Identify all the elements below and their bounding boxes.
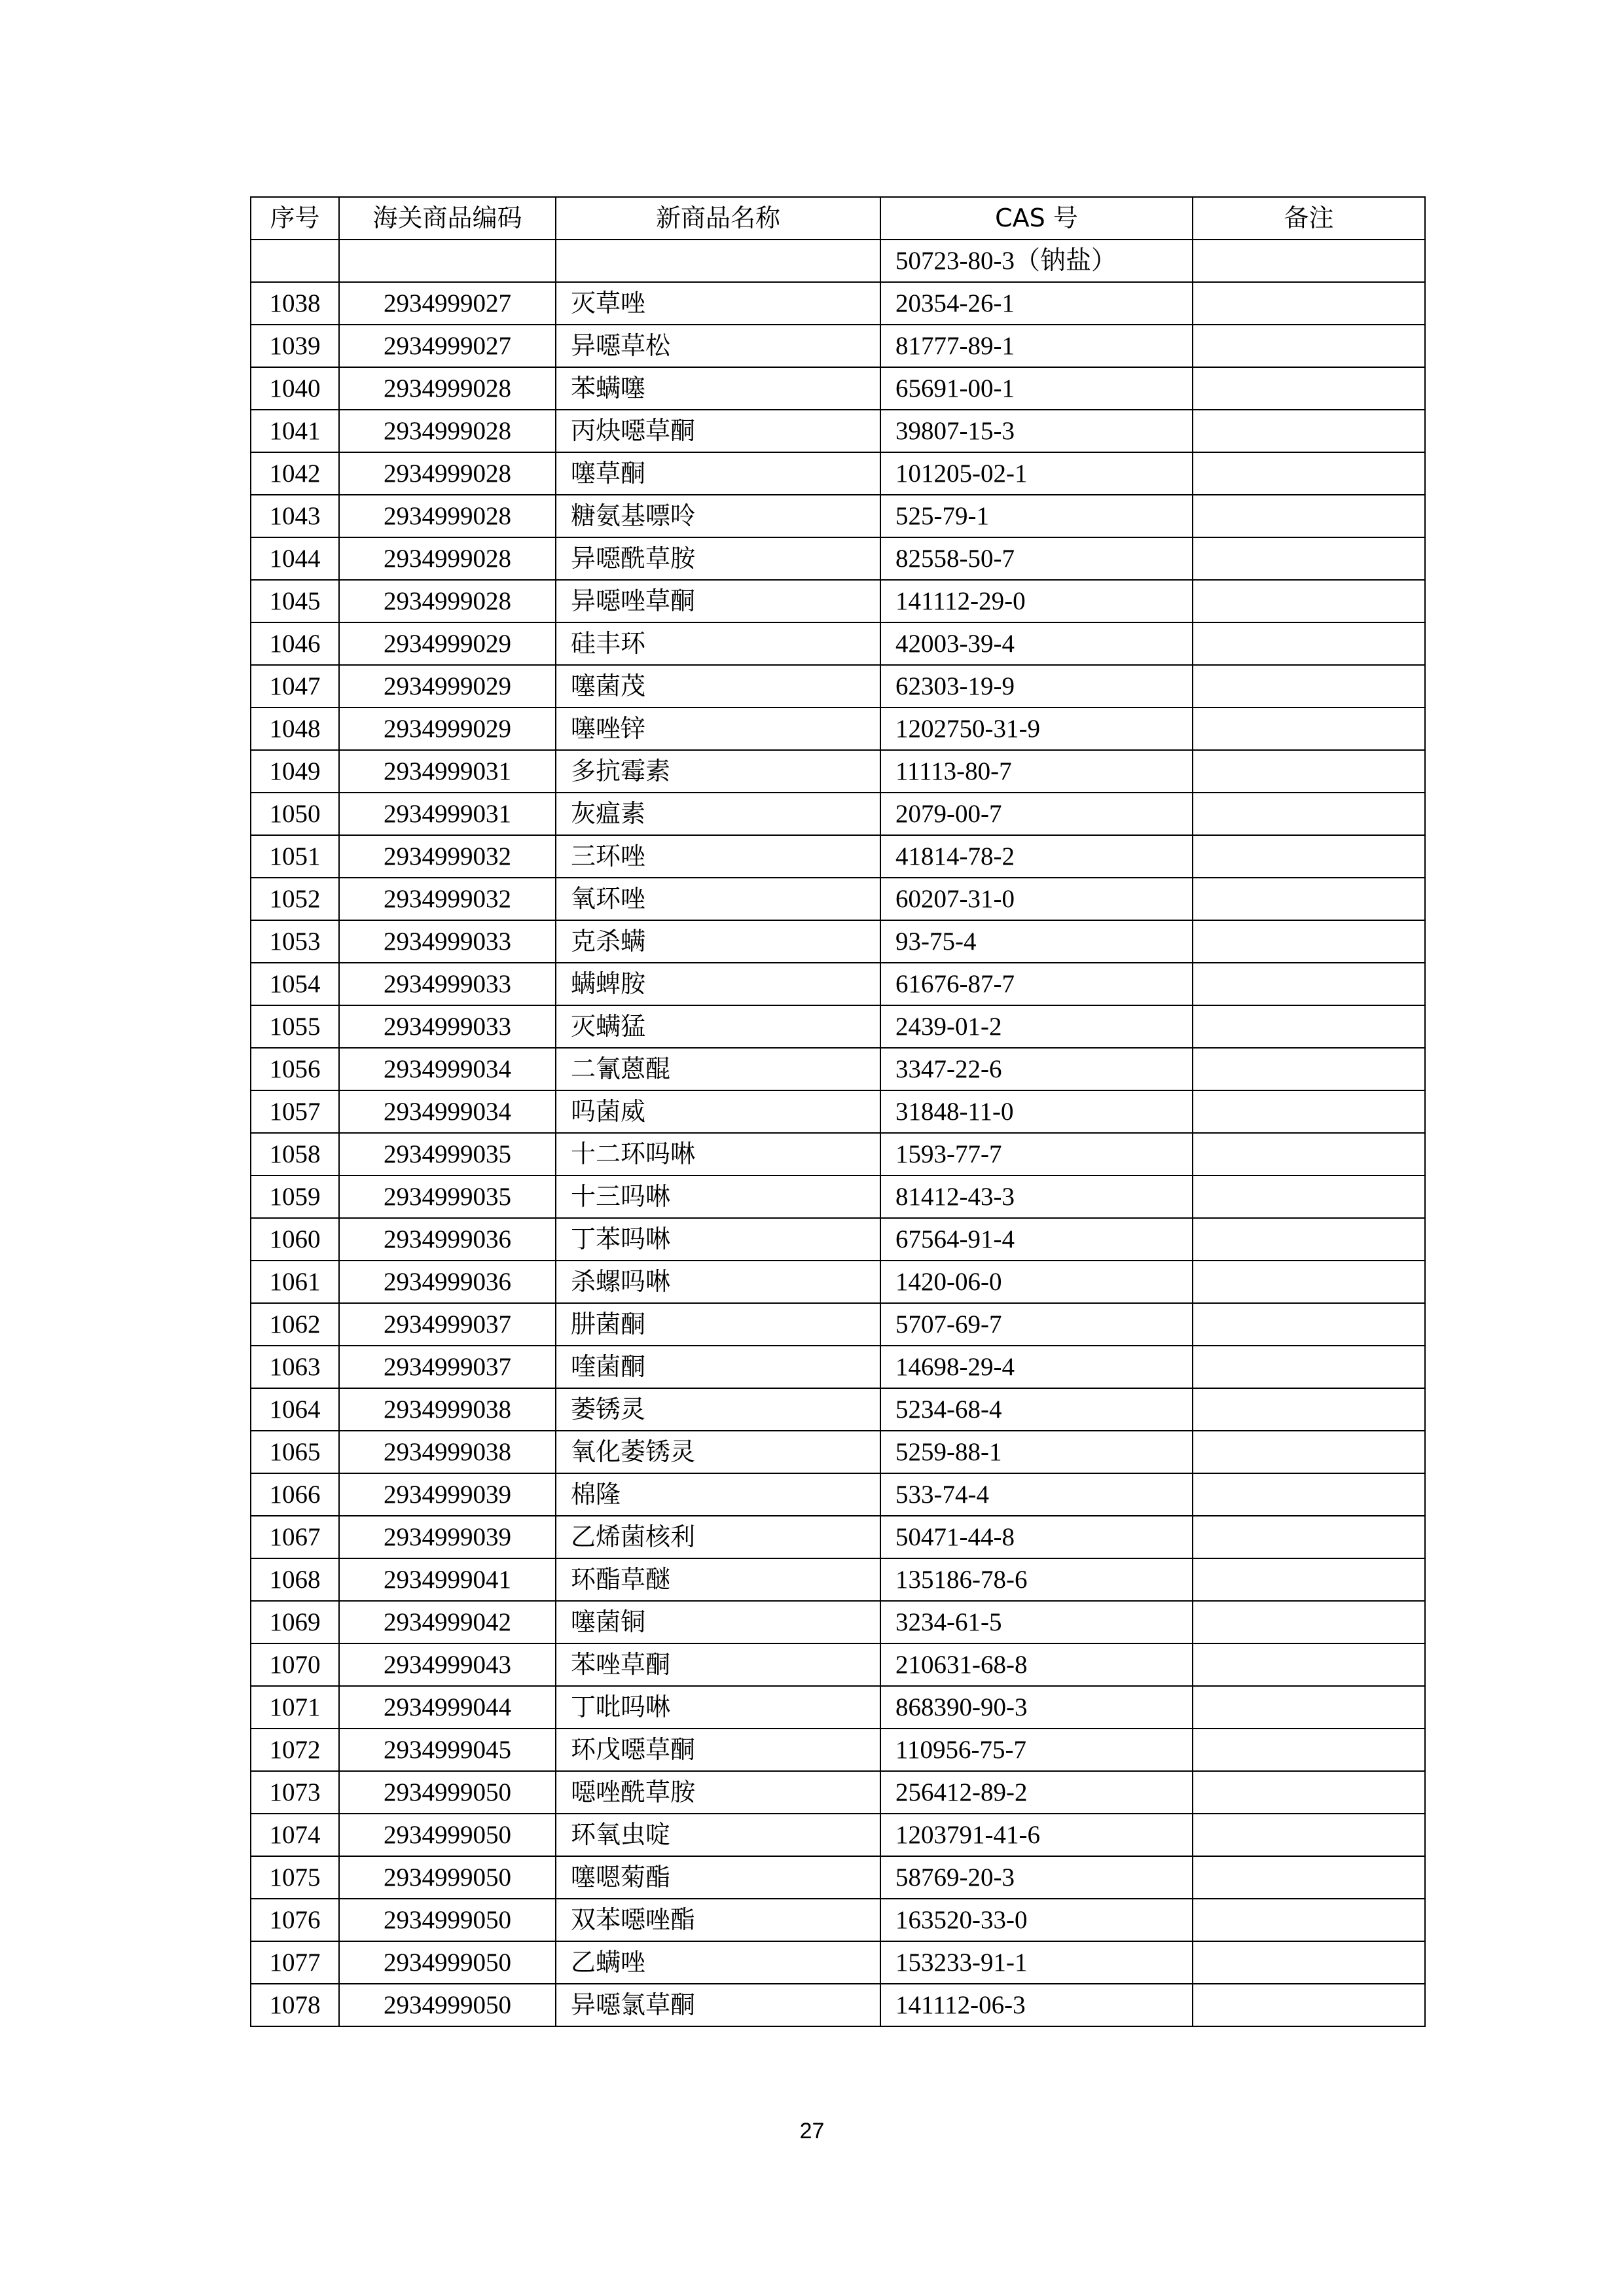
cell-customs-code: 2934999039 [339, 1516, 556, 1558]
cell-serial-number: 1076 [251, 1899, 339, 1941]
cell-product-name: 十二环吗啉 [556, 1133, 880, 1175]
header-cas-number: CAS 号 [880, 197, 1193, 240]
cell-serial-number: 1043 [251, 495, 339, 537]
cell-product-name: 吗菌威 [556, 1090, 880, 1133]
cell-customs-code: 2934999050 [339, 1899, 556, 1941]
table-row [251, 1303, 1425, 1346]
cell-serial-number: 1071 [251, 1686, 339, 1729]
cell-serial-number: 1044 [251, 537, 339, 580]
table-row [251, 495, 1425, 537]
cell-customs-code: 2934999043 [339, 1643, 556, 1686]
cell-cas-number: 2439-01-2 [880, 1005, 1193, 1048]
cell-cas-number: 135186-78-6 [880, 1558, 1193, 1601]
cell-remarks [1193, 240, 1425, 282]
cell-serial-number: 1067 [251, 1516, 339, 1558]
cell-remarks [1193, 1601, 1425, 1643]
cell-serial-number: 1063 [251, 1346, 339, 1388]
cell-product-name: 异噁草松 [556, 325, 880, 367]
cell-remarks [1193, 1771, 1425, 1814]
cell-product-name: 苯唑草酮 [556, 1643, 880, 1686]
table-row [251, 537, 1425, 580]
table-row [251, 1473, 1425, 1516]
cell-customs-code: 2934999050 [339, 1941, 556, 1984]
cell-product-name: 氧环唑 [556, 878, 880, 920]
table-body [251, 240, 1425, 2026]
cell-customs-code: 2934999036 [339, 1218, 556, 1261]
cell-serial-number: 1042 [251, 452, 339, 495]
cell-remarks [1193, 1814, 1425, 1856]
cell-customs-code: 2934999038 [339, 1431, 556, 1473]
cell-remarks [1193, 1133, 1425, 1175]
cell-cas-number: 533-74-4 [880, 1473, 1193, 1516]
cell-cas-number: 93-75-4 [880, 920, 1193, 963]
table-row [251, 920, 1425, 963]
cell-remarks [1193, 1048, 1425, 1090]
cell-remarks [1193, 1261, 1425, 1303]
cell-remarks [1193, 1431, 1425, 1473]
cell-remarks [1193, 920, 1425, 963]
cell-remarks [1193, 1899, 1425, 1941]
cell-cas-number: 141112-06-3 [880, 1984, 1193, 2026]
cell-customs-code: 2934999028 [339, 580, 556, 622]
cell-product-name: 异噁唑草酮 [556, 580, 880, 622]
cell-customs-code: 2934999035 [339, 1175, 556, 1218]
cell-remarks [1193, 1005, 1425, 1048]
cell-serial-number: 1054 [251, 963, 339, 1005]
cell-customs-code: 2934999033 [339, 920, 556, 963]
cell-remarks [1193, 963, 1425, 1005]
header-serial-number: 序号 [251, 197, 339, 240]
cell-serial-number: 1073 [251, 1771, 339, 1814]
cell-customs-code: 2934999038 [339, 1388, 556, 1431]
cell-cas-number: 5707-69-7 [880, 1303, 1193, 1346]
cell-remarks [1193, 580, 1425, 622]
cell-cas-number: 81412-43-3 [880, 1175, 1193, 1218]
cell-customs-code: 2934999034 [339, 1090, 556, 1133]
cell-remarks [1193, 793, 1425, 835]
table-row [251, 963, 1425, 1005]
table-row [251, 282, 1425, 325]
cell-serial-number: 1049 [251, 750, 339, 793]
cell-product-name: 二氰蒽醌 [556, 1048, 880, 1090]
cell-customs-code: 2934999034 [339, 1048, 556, 1090]
cell-cas-number: 39807-15-3 [880, 410, 1193, 452]
cell-serial-number: 1069 [251, 1601, 339, 1643]
table-row [251, 1558, 1425, 1601]
header-customs-code: 海关商品编码 [339, 197, 556, 240]
cell-customs-code: 2934999028 [339, 452, 556, 495]
cell-product-name: 棉隆 [556, 1473, 880, 1516]
cell-product-name: 灰瘟素 [556, 793, 880, 835]
cell-serial-number: 1040 [251, 367, 339, 410]
cell-remarks [1193, 1856, 1425, 1899]
cell-cas-number: 525-79-1 [880, 495, 1193, 537]
cell-cas-number: 60207-31-0 [880, 878, 1193, 920]
cell-serial-number: 1048 [251, 708, 339, 750]
page-number: 27 [799, 2119, 825, 2144]
cell-cas-number: 65691-00-1 [880, 367, 1193, 410]
cell-cas-number: 153233-91-1 [880, 1941, 1193, 1984]
cell-cas-number: 1593-77-7 [880, 1133, 1193, 1175]
header-remarks: 备注 [1193, 197, 1425, 240]
cell-cas-number: 82558-50-7 [880, 537, 1193, 580]
cell-serial-number: 1058 [251, 1133, 339, 1175]
cell-remarks [1193, 1473, 1425, 1516]
table-row [251, 1771, 1425, 1814]
cell-product-name: 氧化萎锈灵 [556, 1431, 880, 1473]
cell-product-name: 苯螨噻 [556, 367, 880, 410]
cell-customs-code: 2934999029 [339, 708, 556, 750]
cell-customs-code: 2934999050 [339, 1984, 556, 2026]
cell-remarks [1193, 282, 1425, 325]
cell-customs-code: 2934999028 [339, 537, 556, 580]
cell-customs-code: 2934999031 [339, 750, 556, 793]
cell-product-name: 克杀螨 [556, 920, 880, 963]
cell-product-name: 环酯草醚 [556, 1558, 880, 1601]
cell-product-name: 环氧虫啶 [556, 1814, 880, 1856]
table-header [251, 197, 1425, 240]
cell-cas-number: 256412-89-2 [880, 1771, 1193, 1814]
cell-product-name: 环戊噁草酮 [556, 1729, 880, 1771]
cell-remarks [1193, 325, 1425, 367]
cell-serial-number: 1038 [251, 282, 339, 325]
cell-cas-number: 62303-19-9 [880, 665, 1193, 708]
cell-customs-code: 2934999027 [339, 282, 556, 325]
cell-customs-code: 2934999028 [339, 495, 556, 537]
cell-remarks [1193, 1388, 1425, 1431]
cell-remarks [1193, 708, 1425, 750]
cell-product-name: 噻唑锌 [556, 708, 880, 750]
cell-product-name: 噻草酮 [556, 452, 880, 495]
cell-serial-number: 1041 [251, 410, 339, 452]
cell-customs-code: 2934999039 [339, 1473, 556, 1516]
cell-product-name: 乙烯菌核利 [556, 1516, 880, 1558]
cell-serial-number: 1055 [251, 1005, 339, 1048]
cell-remarks [1193, 410, 1425, 452]
cell-customs-code: 2934999031 [339, 793, 556, 835]
cell-remarks [1193, 1090, 1425, 1133]
table-row [251, 878, 1425, 920]
cell-serial-number: 1056 [251, 1048, 339, 1090]
cell-product-name: 肼菌酮 [556, 1303, 880, 1346]
cell-product-name: 萎锈灵 [556, 1388, 880, 1431]
table-row [251, 325, 1425, 367]
table-row [251, 1175, 1425, 1218]
cell-remarks [1193, 1941, 1425, 1984]
cell-serial-number [251, 240, 339, 282]
cell-serial-number: 1052 [251, 878, 339, 920]
table-row [251, 1941, 1425, 1984]
cell-customs-code [339, 240, 556, 282]
cell-remarks [1193, 622, 1425, 665]
table-row [251, 1601, 1425, 1643]
cell-serial-number: 1078 [251, 1984, 339, 2026]
cell-product-name: 喹菌酮 [556, 1346, 880, 1388]
cell-serial-number: 1060 [251, 1218, 339, 1261]
cell-customs-code: 2934999035 [339, 1133, 556, 1175]
cell-product-name: 十三吗啉 [556, 1175, 880, 1218]
cell-cas-number: 110956-75-7 [880, 1729, 1193, 1771]
cell-cas-number: 50723-80-3（钠盐） [880, 240, 1193, 282]
table-row [251, 1261, 1425, 1303]
cell-product-name: 丁苯吗啉 [556, 1218, 880, 1261]
cell-remarks [1193, 367, 1425, 410]
cell-remarks [1193, 835, 1425, 878]
cell-product-name: 噻菌茂 [556, 665, 880, 708]
table-row [251, 1729, 1425, 1771]
cell-product-name: 杀螺吗啉 [556, 1261, 880, 1303]
cell-remarks [1193, 1346, 1425, 1388]
cell-customs-code: 2934999033 [339, 963, 556, 1005]
table-row [251, 452, 1425, 495]
cell-customs-code: 2934999044 [339, 1686, 556, 1729]
cell-cas-number: 41814-78-2 [880, 835, 1193, 878]
cell-serial-number: 1057 [251, 1090, 339, 1133]
table-row [251, 367, 1425, 410]
cell-customs-code: 2934999029 [339, 665, 556, 708]
cell-product-name: 噻菌铜 [556, 1601, 880, 1643]
cell-serial-number: 1068 [251, 1558, 339, 1601]
table-row [251, 793, 1425, 835]
cell-remarks [1193, 1303, 1425, 1346]
cell-customs-code: 2934999032 [339, 878, 556, 920]
cell-customs-code: 2934999045 [339, 1729, 556, 1771]
cell-remarks [1193, 1643, 1425, 1686]
cell-serial-number: 1070 [251, 1643, 339, 1686]
header-row [251, 197, 1425, 240]
cell-customs-code: 2934999032 [339, 835, 556, 878]
table-row [251, 1686, 1425, 1729]
cell-cas-number: 210631-68-8 [880, 1643, 1193, 1686]
cell-product-name: 双苯噁唑酯 [556, 1899, 880, 1941]
table-row [251, 1005, 1425, 1048]
table-row [251, 1984, 1425, 2026]
cell-product-name: 噁唑酰草胺 [556, 1771, 880, 1814]
cell-serial-number: 1059 [251, 1175, 339, 1218]
cell-serial-number: 1064 [251, 1388, 339, 1431]
cell-customs-code: 2934999037 [339, 1303, 556, 1346]
cell-customs-code: 2934999027 [339, 325, 556, 367]
cell-product-name: 多抗霉素 [556, 750, 880, 793]
cell-customs-code: 2934999029 [339, 622, 556, 665]
cell-customs-code: 2934999028 [339, 410, 556, 452]
cell-product-name: 乙螨唑 [556, 1941, 880, 1984]
cell-customs-code: 2934999050 [339, 1856, 556, 1899]
table-row [251, 750, 1425, 793]
cell-cas-number: 3347-22-6 [880, 1048, 1193, 1090]
cell-product-name: 糖氨基嘌呤 [556, 495, 880, 537]
cell-serial-number: 1075 [251, 1856, 339, 1899]
cell-product-name [556, 240, 880, 282]
cell-customs-code: 2934999033 [339, 1005, 556, 1048]
cell-serial-number: 1074 [251, 1814, 339, 1856]
table-row [251, 1388, 1425, 1431]
cell-cas-number: 58769-20-3 [880, 1856, 1193, 1899]
cell-cas-number: 61676-87-7 [880, 963, 1193, 1005]
cell-remarks [1193, 878, 1425, 920]
table-row [251, 1133, 1425, 1175]
cell-serial-number: 1046 [251, 622, 339, 665]
cell-customs-code: 2934999041 [339, 1558, 556, 1601]
table-row [251, 1048, 1425, 1090]
cell-cas-number: 81777-89-1 [880, 325, 1193, 367]
cell-serial-number: 1039 [251, 325, 339, 367]
cell-product-name: 丙炔噁草酮 [556, 410, 880, 452]
cell-customs-code: 2934999037 [339, 1346, 556, 1388]
cell-cas-number: 1203791-41-6 [880, 1814, 1193, 1856]
cell-remarks [1193, 1984, 1425, 2026]
table-row [251, 1814, 1425, 1856]
table-row [251, 1643, 1425, 1686]
cell-cas-number: 1420-06-0 [880, 1261, 1193, 1303]
cell-remarks [1193, 750, 1425, 793]
cell-remarks [1193, 537, 1425, 580]
cell-cas-number: 5259-88-1 [880, 1431, 1193, 1473]
cell-serial-number: 1051 [251, 835, 339, 878]
cell-cas-number: 3234-61-5 [880, 1601, 1193, 1643]
cell-remarks [1193, 1175, 1425, 1218]
table-row [251, 835, 1425, 878]
header-product-name: 新商品名称 [556, 197, 880, 240]
cell-serial-number: 1066 [251, 1473, 339, 1516]
cell-cas-number: 14698-29-4 [880, 1346, 1193, 1388]
cell-serial-number: 1053 [251, 920, 339, 963]
cell-cas-number: 31848-11-0 [880, 1090, 1193, 1133]
cell-cas-number: 42003-39-4 [880, 622, 1193, 665]
table-row [251, 1346, 1425, 1388]
cell-product-name: 灭螨猛 [556, 1005, 880, 1048]
cell-serial-number: 1065 [251, 1431, 339, 1473]
table-row [251, 580, 1425, 622]
cell-cas-number: 67564-91-4 [880, 1218, 1193, 1261]
cell-cas-number: 1202750-31-9 [880, 708, 1193, 750]
cell-customs-code: 2934999036 [339, 1261, 556, 1303]
table-row [251, 240, 1425, 282]
table-row [251, 410, 1425, 452]
cell-customs-code: 2934999028 [339, 367, 556, 410]
cell-cas-number: 163520-33-0 [880, 1899, 1193, 1941]
cell-serial-number: 1061 [251, 1261, 339, 1303]
table-row [251, 1856, 1425, 1899]
cell-cas-number: 868390-90-3 [880, 1686, 1193, 1729]
cell-cas-number: 5234-68-4 [880, 1388, 1193, 1431]
cell-customs-code: 2934999042 [339, 1601, 556, 1643]
cell-product-name: 硅丰环 [556, 622, 880, 665]
cell-remarks [1193, 452, 1425, 495]
cell-product-name: 噻嗯菊酯 [556, 1856, 880, 1899]
table-row [251, 1218, 1425, 1261]
cell-remarks [1193, 1218, 1425, 1261]
cell-remarks [1193, 495, 1425, 537]
table-row [251, 708, 1425, 750]
table-row [251, 1516, 1425, 1558]
cell-cas-number: 141112-29-0 [880, 580, 1193, 622]
cell-customs-code: 2934999050 [339, 1771, 556, 1814]
cell-remarks [1193, 1729, 1425, 1771]
cell-product-name: 三环唑 [556, 835, 880, 878]
table-row [251, 1899, 1425, 1941]
cell-product-name: 螨蜱胺 [556, 963, 880, 1005]
cell-product-name: 异噁酰草胺 [556, 537, 880, 580]
table-row [251, 1431, 1425, 1473]
commodity-table [250, 196, 1426, 2027]
cell-cas-number: 2079-00-7 [880, 793, 1193, 835]
cell-serial-number: 1045 [251, 580, 339, 622]
cell-serial-number: 1062 [251, 1303, 339, 1346]
cell-remarks [1193, 1686, 1425, 1729]
cell-remarks [1193, 665, 1425, 708]
cell-cas-number: 20354-26-1 [880, 282, 1193, 325]
cell-serial-number: 1072 [251, 1729, 339, 1771]
cell-cas-number: 101205-02-1 [880, 452, 1193, 495]
cell-product-name: 灭草唑 [556, 282, 880, 325]
cell-serial-number: 1077 [251, 1941, 339, 1984]
cell-remarks [1193, 1558, 1425, 1601]
cell-product-name: 丁吡吗啉 [556, 1686, 880, 1729]
cell-customs-code: 2934999050 [339, 1814, 556, 1856]
cell-remarks [1193, 1516, 1425, 1558]
table-row [251, 665, 1425, 708]
cell-product-name: 异噁氯草酮 [556, 1984, 880, 2026]
cell-serial-number: 1047 [251, 665, 339, 708]
cell-cas-number: 50471-44-8 [880, 1516, 1193, 1558]
table-row [251, 622, 1425, 665]
cell-cas-number: 11113-80-7 [880, 750, 1193, 793]
table-row [251, 1090, 1425, 1133]
cell-serial-number: 1050 [251, 793, 339, 835]
